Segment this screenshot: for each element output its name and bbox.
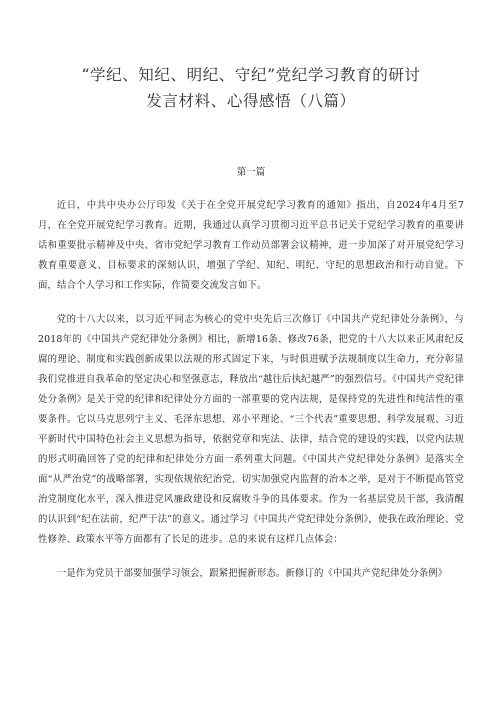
document-title bbox=[38, 62, 464, 114]
paragraph-point-one: 一是作为党员干部要加强学习领会，跟紧把握新形态。新修订的《中国共产党纪律处分条例》 bbox=[56, 568, 448, 579]
section-heading: 第一篇 bbox=[236, 167, 266, 178]
paragraph-intro: 近日，中共中央办公厅印发《关于在全党开展党纪学习教育的通知》指出，自2024年4月至7月，在全党开展党纪学习教育。近期，我通过认真学习贯彻习近平总书记关于党纪学习教育的重要讲话和重要批示精神及中央、省市党纪学习教育工作动员部署会议精神，进一步加深了对开展党纪学习教育重要意义、目标要求的深刻认识，增强了学纪、知纪、明纪、守纪的思想政治和行动自觉。下面，结合个人学习和工作实际，作简要交流发言如下。 bbox=[38, 200, 464, 291]
document-body bbox=[38, 196, 464, 584]
title-line-2: 发言材料、心得感悟（八篇） bbox=[146, 92, 356, 110]
paragraph-main: 党的十八大以来，以习近平同志为核心的党中央先后三次修订《中国共产党纪律处分条例》，与2018年的《中国共产党纪律处分条例》相比，新增16条、修改76条，把党的十八大以来正风肃纪反腐的理论、制度和实践创新成果以法规的形式固定下来，与时俱进赋予法规制度以生命力，充分彰显我们党推进自我革命的坚定决心和坚强意志，释放出“越往后执纪越严”的强烈信号。《中国共产党纪律处分条例》是关于党的纪律和纪律处分方面的一部重要的党内法规，是保持党的先进性和纯洁性的重要条件。它以马克思列宁主义、毛泽东思想、邓小平理论、“三个代表”重要思想、科学发展观、习近平新时代中国特色社会主义思想为指导，依据党章和宪法、法律，结合党的建设的实践，以党内法规的形式明确回答了党的纪律和纪律处分方面一系列重大问题。《中国共产党纪律处分条例》是落实全面“从严治党”的战略部署，实现依规依纪治党，切实加强党内监督的治本之举，是对于不断提高管党治党制度化水平，深入推进党风廉政建设和反腐败斗争的具体要求。作为一名基层党员干部，我清醒的认识到“纪在法前，纪严于法”的意义。通过学习《中国共产党纪律处分条例》，使我在政治理论、党性修养、政策水平等方面都有了长足的进步。总的来说有这样几点体会： bbox=[38, 314, 464, 545]
title-line-1: “学纪、知纪、明纪、守纪”党纪学习教育的研讨 bbox=[81, 66, 421, 84]
